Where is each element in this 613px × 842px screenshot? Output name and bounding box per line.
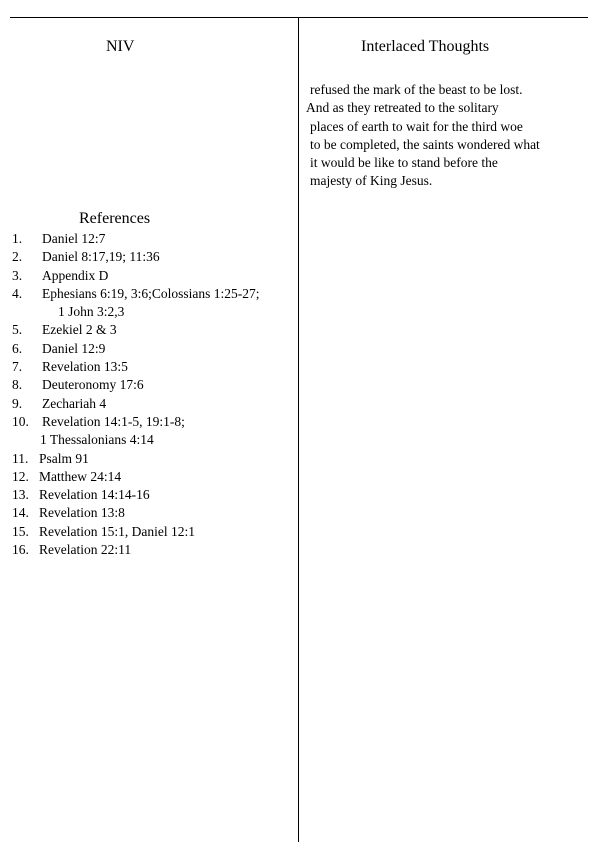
reference-number: 2. bbox=[12, 249, 23, 265]
reference-number: 12. bbox=[12, 468, 29, 484]
reference-text: Revelation 13:5 bbox=[42, 359, 128, 375]
reference-text: Matthew 24:14 bbox=[39, 468, 122, 484]
thought-line: majesty of King Jesus. bbox=[310, 173, 433, 189]
reference-text: Psalm 91 bbox=[39, 450, 89, 466]
reference-item bbox=[12, 340, 302, 358]
reference-text: Ephesians 6:19, 3:6;Colossians 1:25-27; bbox=[42, 285, 260, 301]
reference-text: Revelation 22:11 bbox=[39, 542, 132, 558]
reference-item bbox=[12, 541, 302, 559]
reference-text: Revelation 14:1-5, 19:1-8; bbox=[42, 413, 185, 429]
reference-item bbox=[12, 450, 302, 468]
reference-item bbox=[12, 248, 302, 266]
reference-item bbox=[12, 486, 302, 504]
reference-item bbox=[12, 395, 302, 413]
reference-number: 7. bbox=[12, 359, 23, 375]
reference-number: 10. bbox=[12, 413, 29, 429]
reference-text: Daniel 8:17,19; 11:36 bbox=[42, 249, 160, 265]
thought-line: to be completed, the saints wondered what bbox=[310, 136, 540, 152]
reference-number: 8. bbox=[12, 377, 23, 393]
reference-continuation: 1 Thessalonians 4:14 bbox=[40, 432, 154, 448]
reference-item bbox=[12, 285, 302, 303]
reference-item bbox=[12, 523, 302, 541]
reference-text: Deuteronomy 17:6 bbox=[42, 377, 144, 393]
reference-item bbox=[12, 230, 302, 248]
reference-number: 14. bbox=[12, 505, 29, 521]
reference-text: Zechariah 4 bbox=[42, 395, 107, 411]
references-list bbox=[12, 230, 302, 559]
reference-number: 3. bbox=[12, 267, 23, 283]
reference-item bbox=[12, 376, 302, 394]
thought-line: places of earth to wait for the third woe bbox=[310, 118, 523, 134]
reference-number: 13. bbox=[12, 487, 29, 503]
reference-continuation: 1 John 3:2,3 bbox=[58, 304, 125, 320]
reference-text: Daniel 12:9 bbox=[42, 340, 106, 356]
reference-item bbox=[12, 321, 302, 339]
thought-line: refused the mark of the beast to be lost. bbox=[310, 82, 523, 97]
reference-text: Revelation 13:8 bbox=[39, 505, 125, 521]
reference-number: 6. bbox=[12, 340, 23, 356]
references-title: References bbox=[79, 210, 151, 227]
thought-line: And as they retreated to the solitary bbox=[306, 100, 499, 116]
reference-number: 9. bbox=[12, 395, 23, 411]
reference-number: 1. bbox=[12, 231, 23, 246]
reference-item bbox=[12, 468, 302, 486]
reference-text: Daniel 12:7 bbox=[42, 231, 106, 246]
reference-item bbox=[12, 358, 302, 376]
reference-item bbox=[12, 413, 302, 431]
reference-item bbox=[12, 267, 302, 285]
reference-number: 15. bbox=[12, 523, 29, 539]
interlaced-thoughts-text bbox=[306, 81, 596, 191]
reference-number: 4. bbox=[12, 285, 23, 301]
interlaced-thoughts-heading: Interlaced Thoughts bbox=[361, 38, 490, 55]
reference-text: Revelation 14:14-16 bbox=[39, 487, 150, 503]
reference-text: Appendix D bbox=[42, 267, 109, 283]
reference-number: 11. bbox=[12, 450, 29, 466]
reference-number: 5. bbox=[12, 322, 23, 338]
niv-column-heading: NIV bbox=[106, 38, 135, 55]
reference-item bbox=[12, 504, 302, 522]
thought-line: it would be like to stand before the bbox=[310, 155, 498, 171]
reference-text: Ezekiel 2 & 3 bbox=[42, 322, 117, 338]
reference-number: 16. bbox=[12, 542, 29, 558]
top-rule bbox=[10, 17, 588, 18]
reference-text: Revelation 15:1, Daniel 12:1 bbox=[39, 523, 195, 539]
